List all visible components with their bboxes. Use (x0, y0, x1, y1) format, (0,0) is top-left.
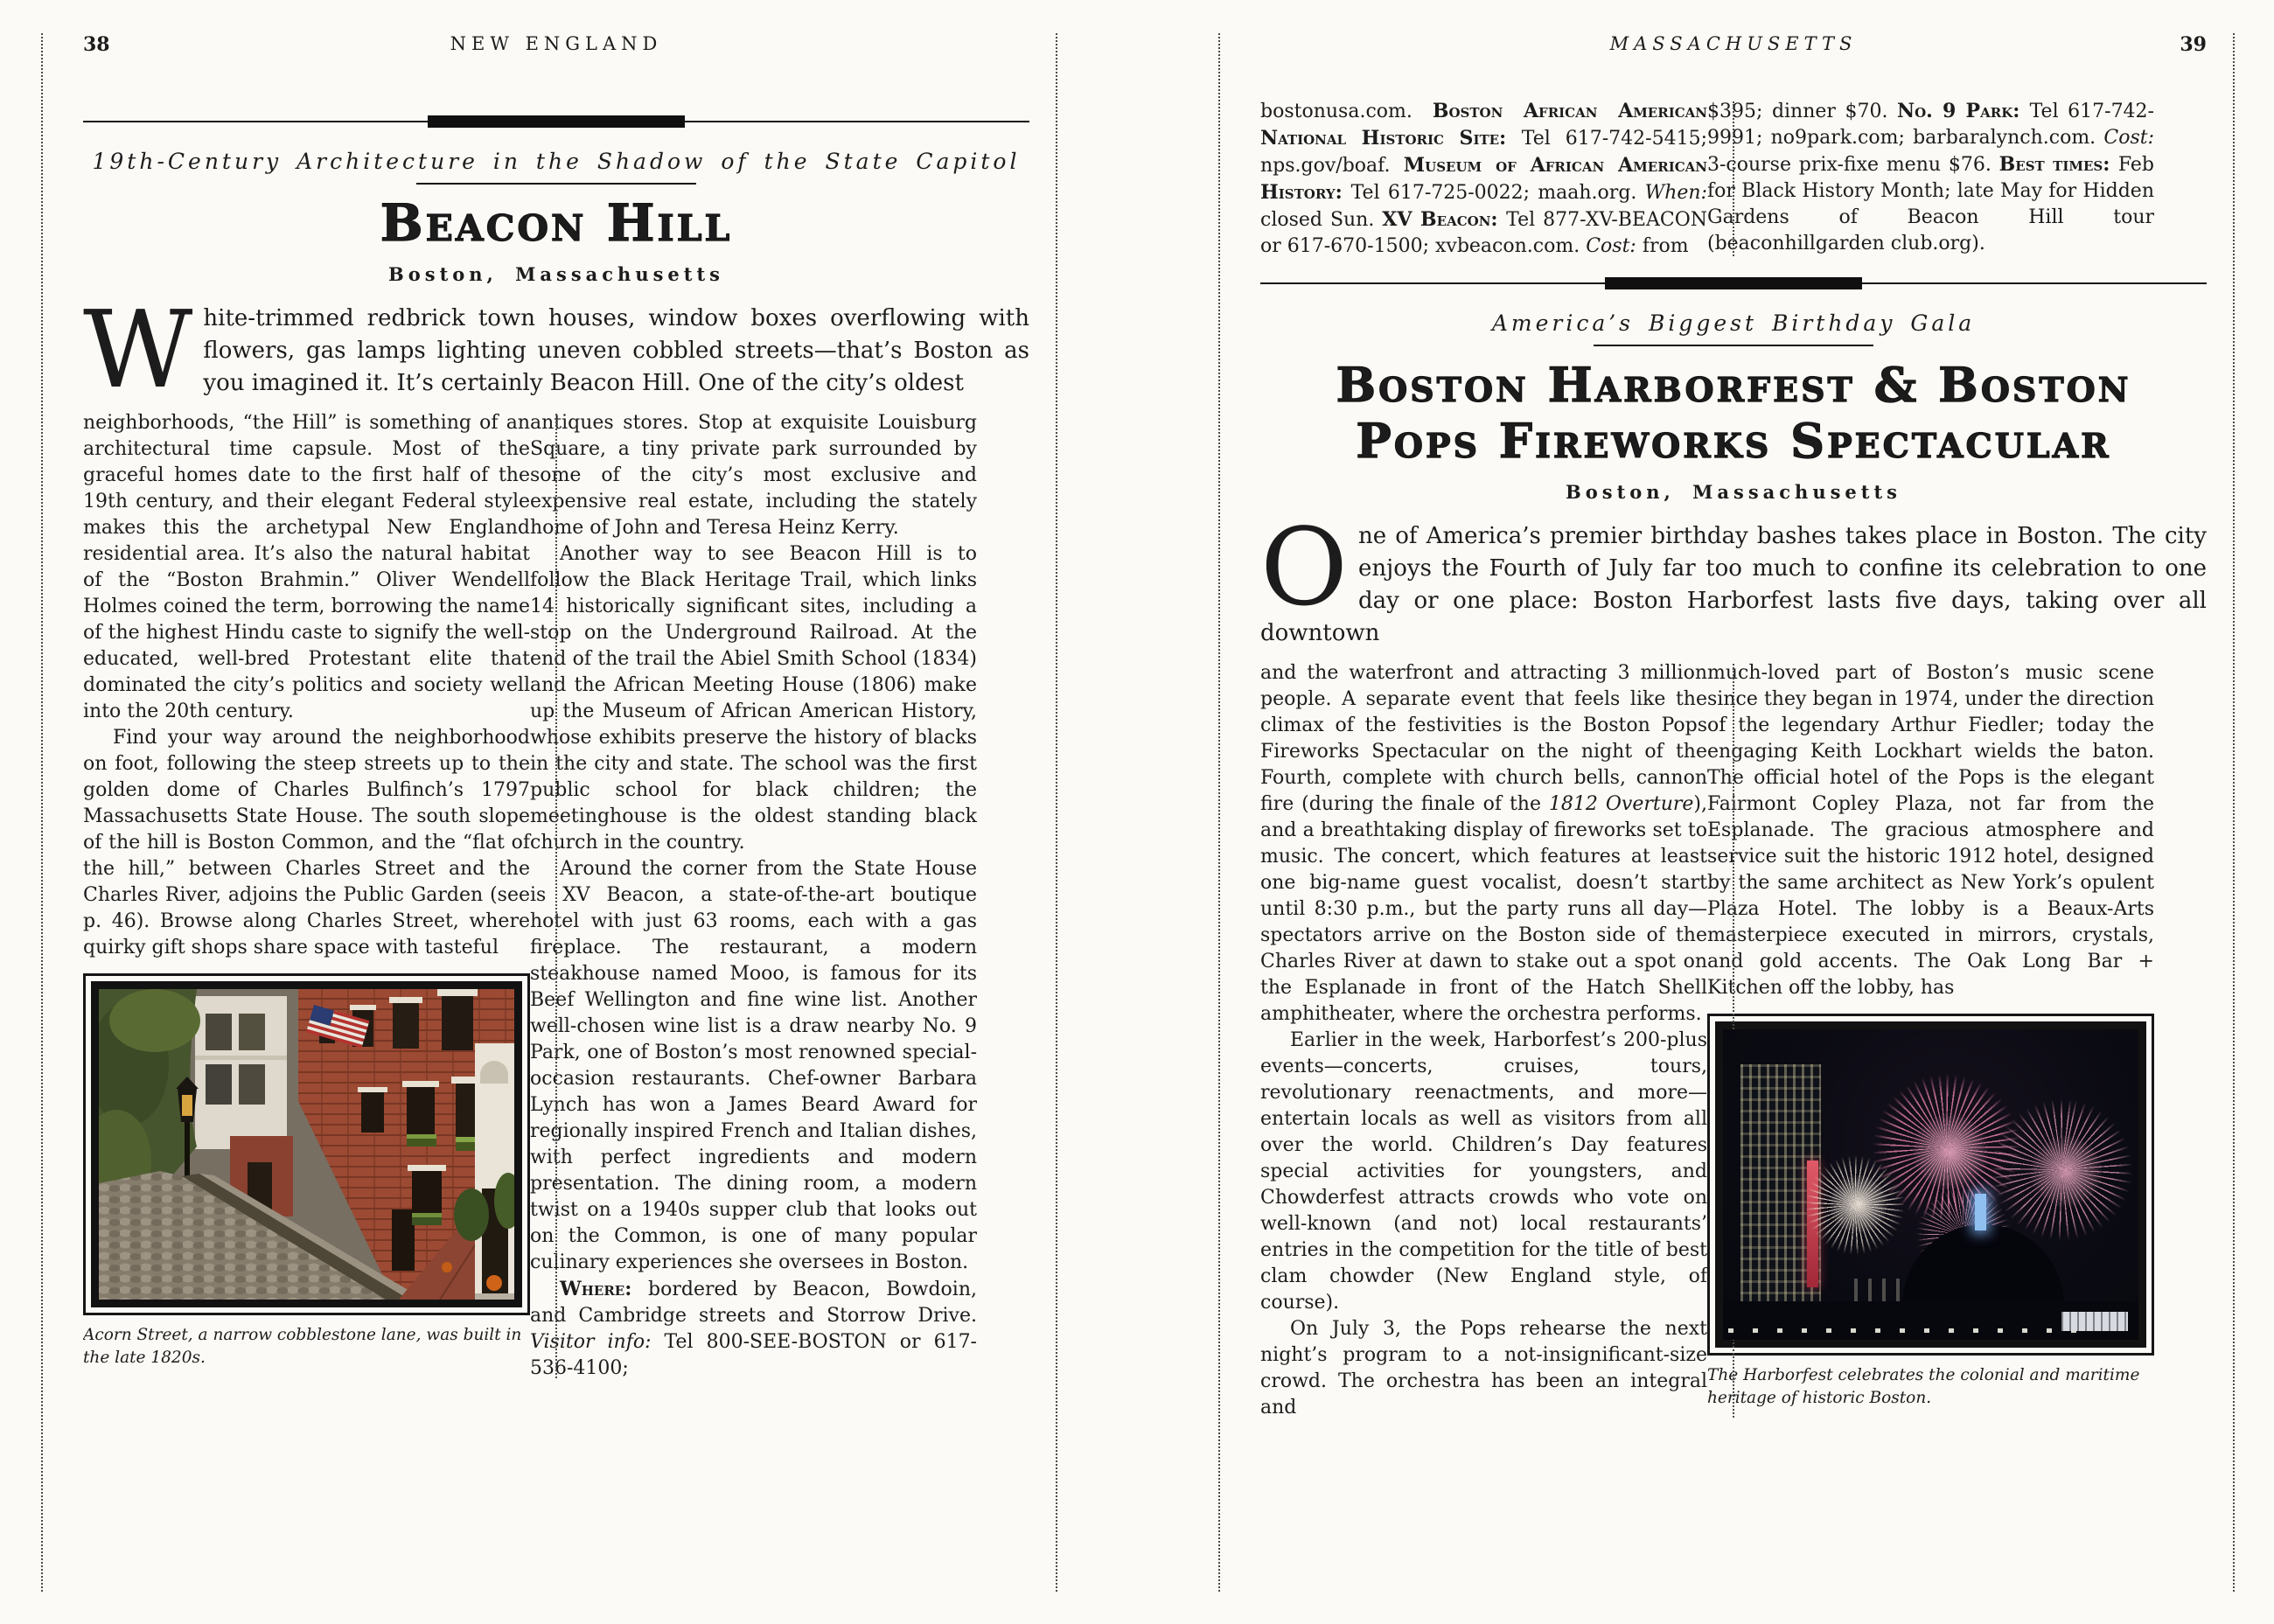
article-location: Boston, Massachusetts (1565, 481, 1901, 503)
running-head (1260, 33, 2207, 59)
article-location: Boston, Massachusetts (387, 263, 724, 285)
lit-building (2061, 1312, 2128, 1331)
title-line: Pops Fireworks Spectacular (1356, 413, 2111, 469)
intro-text: hite-trimmed redbrick town houses, window boxes overflowing with flowers, gas lamps lighting uneven cobbled streets—that’s Boston as you imagined it. It’s certainly Beacon Hill. One of the city’s oldest (203, 305, 1029, 396)
page-edge-dotted-line (1056, 33, 1057, 1592)
text-columns (83, 410, 1029, 1382)
column-divider-dotted (555, 414, 557, 1378)
info-column-right (1707, 98, 2154, 260)
acorn-street-figure (83, 973, 530, 1370)
kicker-underline (1594, 345, 1873, 346)
body-paragraph: much-loved part of Boston’s music scene since they began in 1974, under the direction of the legendary Arthur Fiedler; today the engaging Keith Lockhart wields the baton. The official hotel of the Pops is the elegant Fairmont Copley Plaza, not far from the Esplanade. The gracious atmosphere and service suit the historic 1912 hotel, designed by the same architect as New York’s opulent Plaza Hotel. The lobby is a Beaux-Arts masterpiece executed in mirrors, crystals, and gold accents. The Oak Long Bar + Kitchen off the lobby, has (1707, 662, 2154, 999)
left-page (83, 33, 1029, 1603)
article-kicker: America’s Biggest Birthday Gala (1491, 310, 1976, 336)
white-bay-building (195, 996, 287, 1149)
harborfest-fireworks-figure (1707, 1014, 2154, 1410)
column-divider-dotted (1733, 101, 1734, 256)
photo-frame (83, 973, 530, 1315)
body-paragraph: Around the corner from the State House is XV Beacon, a state-of-the-art boutique hotel with just 63 rooms, each with a gas fireplace. The restaurant, a modern steakhouse named Mooo, is famous for its Beef Wellington and fine wine list. Another well-chosen wine list is a draw nearby No. 9 Park, one of Boston’s most renowned special-occasion restaurants. Chef-owner Barbara Lynch has won a James Beard Award for regionally inspired French and Italian dishes, with perfect ingredients and modern presentation. The dining room, a modern twist on a 1940s supper club that looks out on the Common, is one of many popular culinary experiences she oversees in Boston. (530, 858, 977, 1273)
waterfront-lights (1728, 1328, 2078, 1333)
photo-caption: Acorn Street, a narrow cobblestone lane, was built in the late 1820s. (83, 1326, 522, 1367)
intro-paragraph (83, 288, 1029, 412)
body-paragraph: Earlier in the week, Harborfest’s 200-plus events—concerts, cruises, tours, revolutionary reenactments, and more—entertain locals as well as visitors from all over the world. Children’s Day features special activities for youngsters, and Chowderfest attracts crowds who vote on well-known (and not) local restaurants’ entries in the competition for the title of best clam chowder (New England style, of course). (1260, 1029, 1707, 1314)
white-portico (475, 1043, 514, 1300)
where-info-paragraph: Where: bordered by Beacon, Bowdoin, and Cambridge streets and Storrow Drive. Visitor info: Tel 800-SEE-BOSTON or 617-536-4100; (530, 1278, 977, 1379)
info-columns (1260, 98, 2207, 260)
photo-inner-frame (91, 981, 522, 1307)
photo-caption: The Harborfest celebrates the colonial and maritime heritage of historic Boston. (1707, 1366, 2140, 1407)
body-paragraph: and the waterfront and attracting 3 million people. A separate event that feels like the climax of the festivities is the Boston Pops Fireworks Spectacular on the night of the Fourth, complete with church bells, cannon fire (during the finale of the 1812 Overture), and a breathtaking display of fireworks set to music. The concert, which features at least one big-name guest vocalist, doesn’t start until 8:30 p.m., but the party runs all day—spectators arrive on the Boston side of the Charles River at dawn to stake out a spot on the Esplanade in front of the Hatch Shell amphitheater, where the orchestra performs. (1260, 662, 1707, 1025)
lit-cupola (1975, 1194, 1986, 1230)
fireworks-photo (1723, 1029, 2138, 1340)
info-paragraph: bostonusa.com. Boston African American National Historic Site: Tel 617-742-5415; nps.gov/boaf. Museum of African American History: Tel 617-725-0022; maah.org. When: closed Sun. XV Beacon: Tel 877-XV-BEACON or 617-670-1500; xvbeacon.com. Cost: from (1260, 100, 1708, 257)
running-head (83, 33, 1029, 59)
intro-text: ne of America’s premier birthday bashes takes place in Boston. The city enjoys the Fourth of July far too much to confine its celebration to one day or one place: Boston Harborfest lasts five days, taking over all downtown (1260, 523, 2207, 646)
body-paragraph: On July 3, the Pops rehearse the next night’s program to a not-insignificant-size crowd. The orchestra has been an integral and (1260, 1318, 1707, 1418)
article-title (1260, 357, 2207, 469)
column-right (530, 410, 977, 1382)
column-right (1707, 660, 2154, 1421)
section-divider-rule (83, 115, 1029, 128)
body-paragraph: antiques stores. Stop at exquisite Louisburg Square, a tiny private park surrounded by some of the city’s most exclusive and expensive real estate, including the stately home of John and Teresa Heinz Kerry. (530, 412, 977, 539)
body-paragraph: neighborhoods, “the Hill” is something of an architectural time capsule. Most of the graceful homes date to the first half of the 19th century, and their elegant Federal style makes this the archetypal New England residential area. It’s also the natural habitat of the “Boston Brahmin.” Oliver Wendell Holmes coined the term, borrowing the name of the highest Hindu caste to signify the well-educated, well-bred Protestant elite that dominated the city’s politics and society well into the 20th century. (83, 412, 530, 722)
page-edge-dotted-line (41, 33, 43, 1592)
firework-glow (1828, 1174, 1889, 1235)
intro-paragraph (1260, 505, 2207, 650)
divider-thick-bar (1605, 277, 1862, 289)
column-left (83, 410, 530, 1382)
right-page (1260, 33, 2207, 1603)
body-paragraph: Another way to see Beacon Hill is to follow the Black Heritage Trail, which links 14 historically significant sites, including a stop on the Underground Railroad. At the end of the trail the Abiel Smith School (1834) and the African Meeting House (1806) make up the Museum of African American History, whose exhibits preserve the history of blacks in the city and state. The school was the first public school for black children; the meetinghouse is the oldest standing black church in the country. (530, 543, 977, 854)
running-head-title: NEW ENGLAND (450, 33, 663, 54)
info-column-left (1260, 98, 1707, 260)
firework-glow (2029, 1134, 2103, 1209)
article-kicker: 19th-Century Architecture in the Shadow of the State Capitol (92, 149, 1021, 174)
page-edge-dotted-line (1218, 33, 1220, 1592)
photo-inner-frame (1715, 1021, 2146, 1348)
drop-cap: W (83, 288, 193, 412)
drop-cap: O (1260, 505, 1349, 630)
info-paragraph: $395; dinner $70. No. 9 Park: Tel 617-742-9991; no9park.com; barbaralynch.com. Cost: 3-course prix-fixe menu $76. Best times: Feb for Black History Month; late May for Hidden Gardens of Beacon Hill tour (beaconhillgarden club.org). (1707, 100, 2155, 254)
text-columns (1260, 660, 2207, 1421)
kicker-underline (416, 183, 696, 185)
section-divider-rule (1260, 277, 2207, 289)
divider-thick-bar (428, 115, 685, 128)
acorn-street-photo (99, 989, 514, 1300)
running-head-title: MASSACHUSETTS (1609, 33, 1858, 54)
photo-frame (1707, 1014, 2154, 1356)
page-number: 38 (83, 33, 110, 56)
article-title: Beacon Hill (380, 193, 733, 253)
page-number: 39 (2180, 33, 2207, 56)
firework-glow (1911, 1112, 1990, 1191)
body-paragraph: Find your way around the neighborhood on foot, following the steep streets up to the golden dome of Charles Bulfinch’s 1797 Massachusetts State House. The south slope of the hill is Boston Common, and the “flat of the hill,” between Charles Street and the Charles River, adjoins the Public Garden (see p. 46). Browse along Charles Street, where quirky gift shops share space with tasteful (83, 727, 530, 958)
column-left (1260, 660, 1707, 1421)
page-edge-dotted-line (2233, 33, 2235, 1592)
title-line: Boston Harborfest & Boston (1336, 357, 2131, 413)
